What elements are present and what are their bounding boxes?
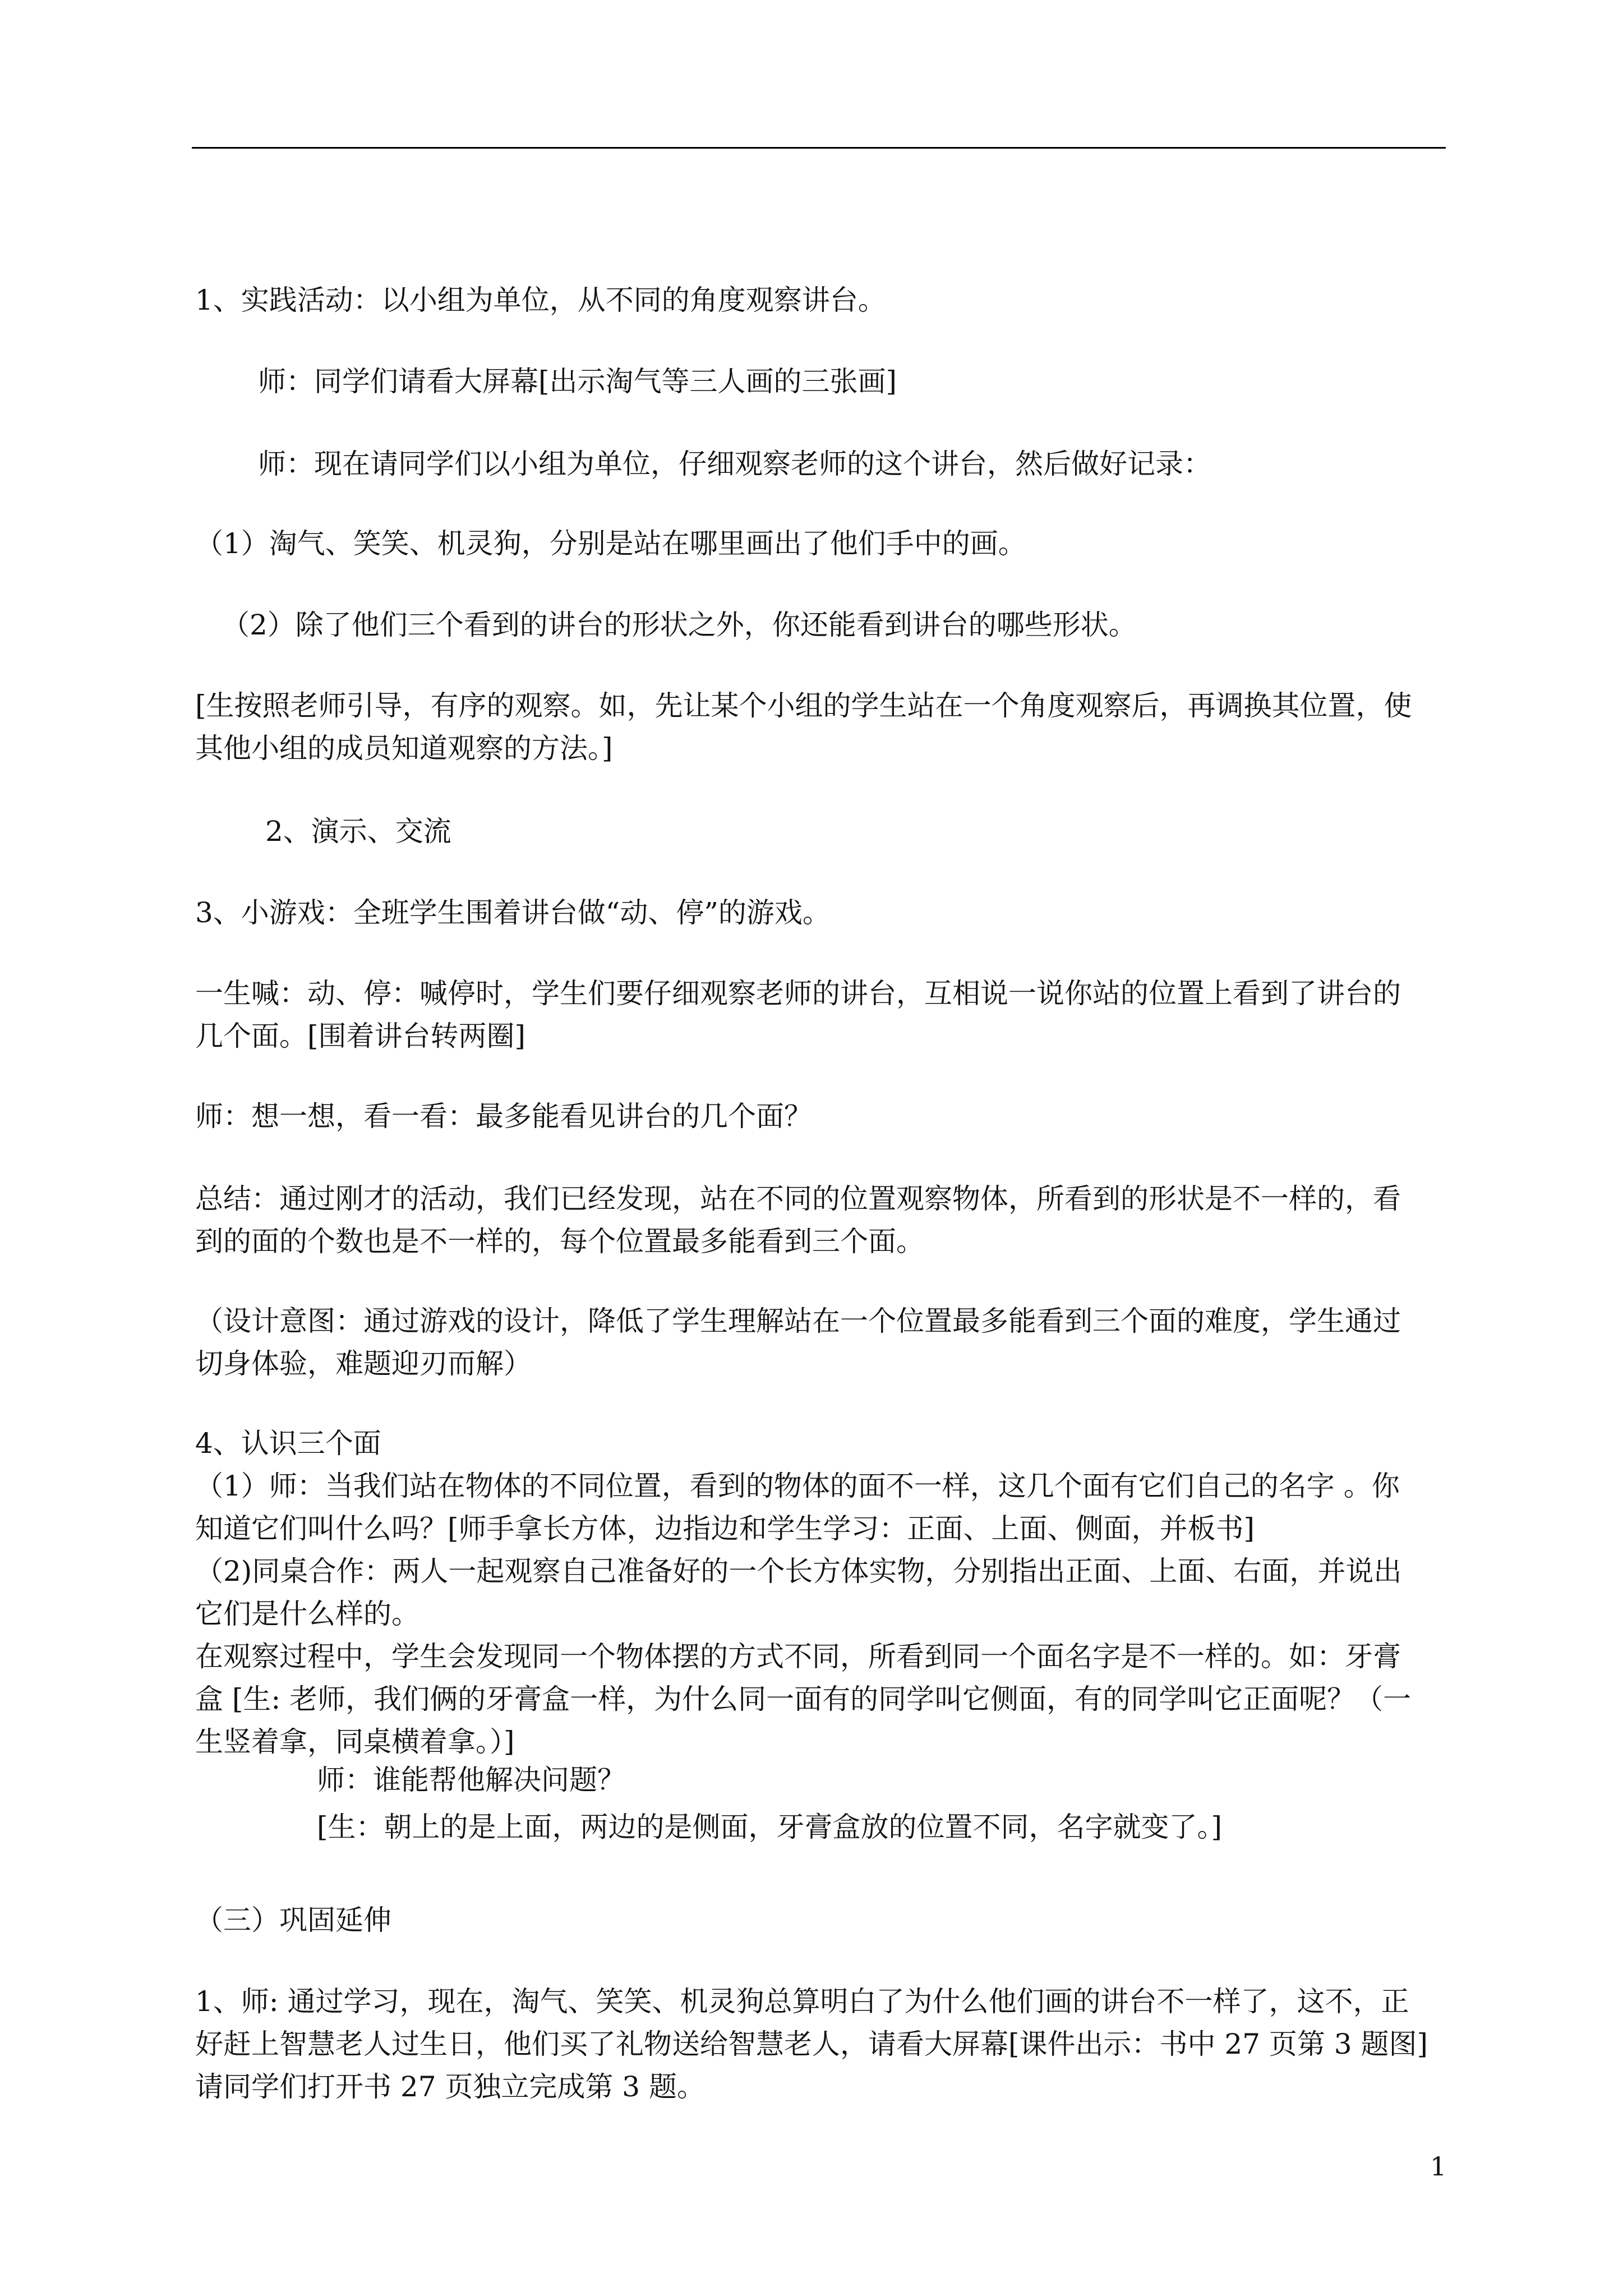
text-line: 总结：通过刚才的活动，我们已经发现，站在不同的位置观察物体，所看到的形状是不一样的，看 [195,1182,1401,1215]
text-line: 好赶上智慧老人过生日，他们买了礼物送给智慧老人，请看大屏幕[课件出示：书中 27 页第 3 题图] [195,2028,1428,2060]
text-line: 到的面的个数也是不一样的，每个位置最多能看到三个面。 [195,1225,924,1258]
teacher-question [195,1095,812,1138]
text-line: 2、演示、交流 [265,815,451,848]
teacher-line-observe [258,443,1211,485]
text-line: 在观察过程中，学生会发现同一个物体摆的方式不同，所看到同一个面名字是不一样的。如：牙膏 [195,1640,1401,1673]
teacher-question-solve [317,1759,625,1801]
text-line: 4、认识三个面 [195,1427,381,1460]
header-rule [192,147,1446,149]
text-line: 师：想一想，看一看：最多能看见讲台的几个面？ [195,1100,812,1133]
activity-4-block [195,1422,1411,1763]
text-line: 3、小游戏：全班学生围着讲台做“动、停”的游戏。 [195,896,831,929]
text-line: 其他小组的成员知道观察的方法。] [195,732,613,765]
text-line: 切身体验，难题迎刃而解） [195,1347,532,1380]
text-line: （三）巩固延伸 [195,1904,391,1936]
text-line: 几个面。[围着讲台转两圈] [195,1020,526,1052]
text-line: 它们是什么样的。 [195,1598,419,1630]
student-observation-note [195,684,1412,770]
activity-1-heading [195,279,886,321]
text-line: 请同学们打开书 27 页独立完成第 3 题。 [195,2070,706,2103]
text-line: [生按照老师引导，有序的观察。如，先让某个小组的学生站在一个角度观察后，再调换其位置，使 [195,689,1412,722]
text-line: （1）淘气、笑笑、机灵狗，分别是站在哪里画出了他们手中的画。 [195,527,1026,560]
text-line: 师：谁能帮他解决问题？ [317,1764,625,1796]
text-line: （2）除了他们三个看到的讲台的形状之外，你还能看到讲台的哪些形状。 [222,609,1137,641]
question-1 [195,522,1026,565]
text-line: （2)同桌合作：两人一起观察自己准备好的一个长方体实物，分别指出正面、上面、右面，并说出 [195,1555,1402,1588]
text-line: 师：同学们请看大屏幕[出示淘气等三人画的三张画] [258,365,897,398]
teacher-line-screen [258,360,897,403]
section-heading-consolidation [195,1899,391,1941]
text-line: （1）师：当我们站在物体的不同位置，看到的物体的面不一样，这几个面有它们自己的名字 。你 [195,1470,1400,1502]
question-2 [222,604,1137,646]
text-line: 生竖着拿，同桌横着拿。）] [195,1726,515,1758]
text-line: 盒 [生: 老师，我们俩的牙膏盒一样，为什么同一面有的同学叫它侧面，有的同学叫它正面呢？（一 [195,1683,1412,1715]
text-line: 师：现在请同学们以小组为单位，仔细观察老师的这个讲台，然后做好记录： [258,448,1211,480]
page-number: 1 [1430,2151,1447,2182]
design-intent-note [195,1300,1401,1385]
student-answer [317,1806,1222,1848]
text-line: 知道它们叫什么吗？[师手拿长方体，边指边和学生学习：正面、上面、侧面，并板书] [195,1512,1255,1545]
activity-3-heading [195,891,831,934]
game-instruction [195,972,1401,1057]
text-line: 1、实践活动：以小组为单位，从不同的角度观察讲台。 [195,284,886,316]
text-line: （设计意图：通过游戏的设计，降低了学生理解站在一个位置最多能看到三个面的难度，学生通过 [195,1305,1401,1337]
text-line: [生：朝上的是上面，两边的是侧面，牙膏盒放的位置不同，名字就变了。] [317,1811,1223,1843]
text-line: 1、师: 通过学习，现在，淘气、笑笑、机灵狗总算明白了为什么他们画的讲台不一样了，这不，正 [195,1985,1409,2018]
text-line: 一生喊：动、停：喊停时，学生们要仔细观察老师的讲台，互相说一说你站的位置上看到了讲台的 [195,977,1401,1010]
exercise-paragraph [195,1980,1428,2108]
activity-2-heading [265,810,451,853]
summary-paragraph [195,1177,1401,1263]
